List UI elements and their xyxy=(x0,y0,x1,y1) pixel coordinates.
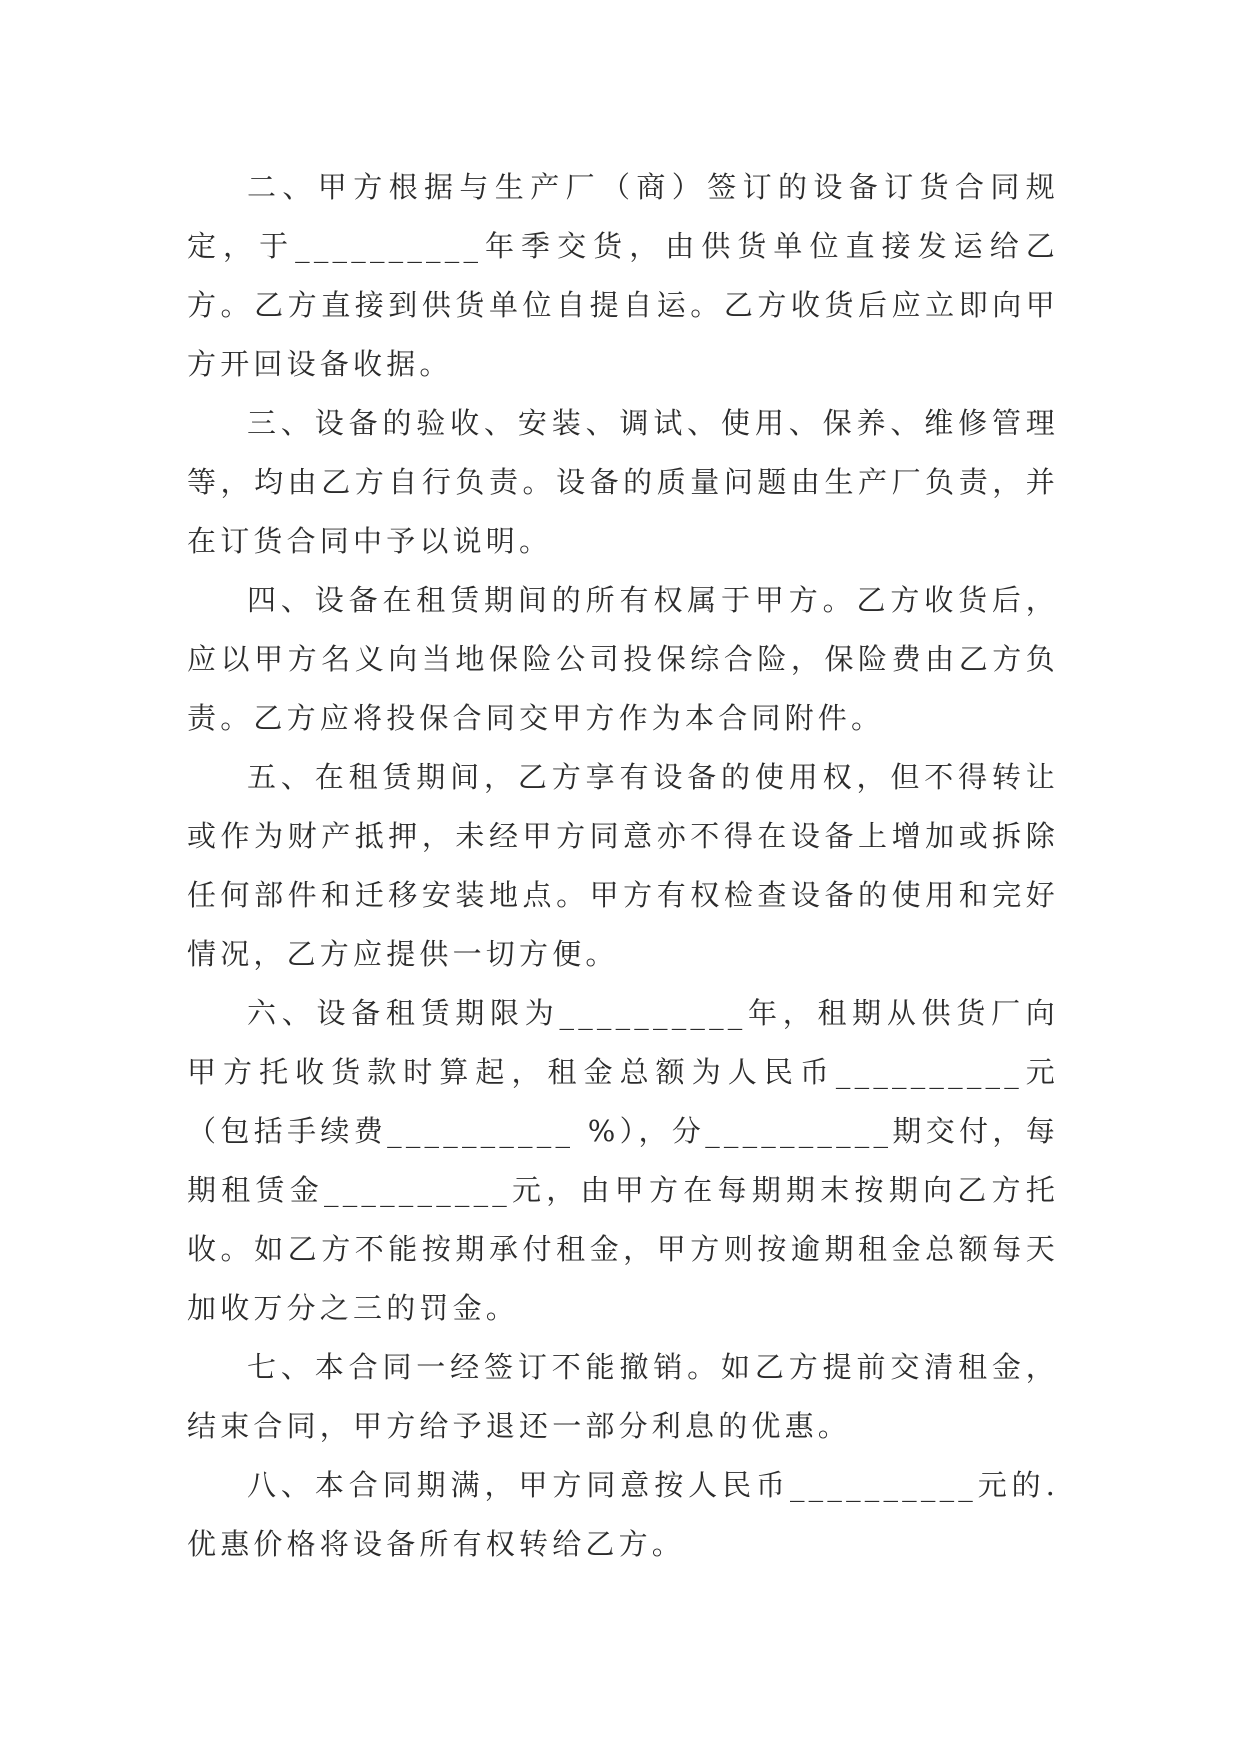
clause-4: 四、设备在租赁期间的所有权属于甲方。乙方收货后，应以甲方名义向当地保险公司投保综合险，保险费由乙方负责。乙方应将投保合同交甲方作为本合同附件。 xyxy=(187,583,1059,735)
clause-6: 六、设备租赁期限为__________年，租期从供货厂向甲方托收货款时算起，租金总额为人民币__________元（包括手续费__________ %），分__________期交付，每期租赁金__________元，由甲方在每期期末按期向乙方托收。如乙方不能按期承付租金，甲方则按逾期租金总额每天加收万分之三的罚金。 xyxy=(187,996,1059,1325)
clause-3: 三、设备的验收、安装、调试、使用、保养、维修管理等，均由乙方自行负责。设备的质量问题由生产厂负责，并在订货合同中予以说明。 xyxy=(187,406,1059,558)
clause-8: 八、本合同期满，甲方同意按人民币__________元的.优惠价格将设备所有权转给乙方。 xyxy=(187,1468,1059,1561)
clause-7: 七、本合同一经签订不能撤销。如乙方提前交清租金，结束合同，甲方给予退还一部分利息的优惠。 xyxy=(187,1350,1059,1443)
contract-body xyxy=(187,158,1059,1574)
clause-5: 五、在租赁期间，乙方享有设备的使用权，但不得转让或作为财产抵押，未经甲方同意亦不得在设备上增加或拆除任何部件和迁移安装地点。甲方有权检查设备的使用和完好情况，乙方应提供一切方便。 xyxy=(187,760,1059,971)
clause-2: 二、甲方根据与生产厂（商）签订的设备订货合同规定，于__________年季交货，由供货单位直接发运给乙方。乙方直接到供货单位自提自运。乙方收货后应立即向甲方开回设备收据。 xyxy=(187,170,1059,381)
